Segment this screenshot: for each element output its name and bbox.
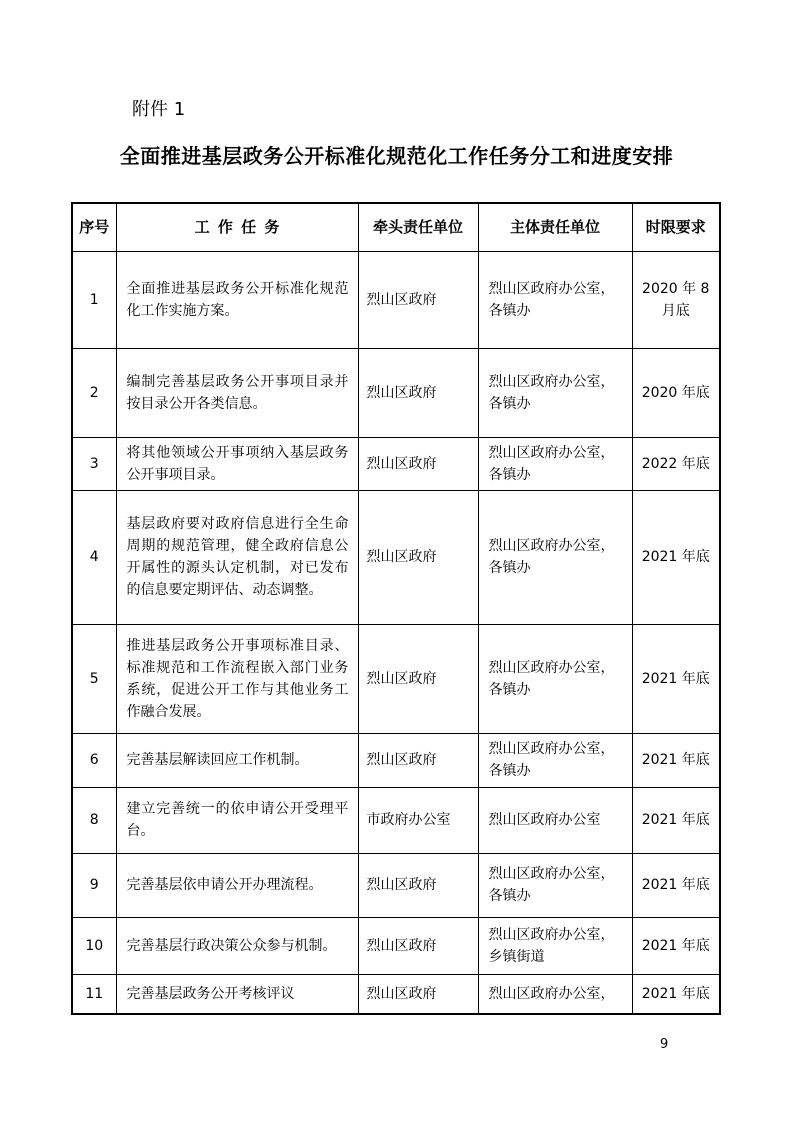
cell-serial-number: 9: [72, 853, 116, 917]
cell-lead-unit: 烈山区政府: [358, 917, 478, 974]
cell-task: 基层政府要对政府信息进行全生命周期的规范管理，健全政府信息公开属性的源头认定机制，对已发布的信息要定期评估、动态调整。: [116, 490, 358, 624]
cell-main-unit: 烈山区政府办公室，各镇办: [478, 251, 632, 348]
cell-serial-number: 1: [72, 251, 116, 348]
cell-deadline: 2021 年底: [632, 733, 720, 787]
cell-task: 完善基层行政决策公众参与机制。: [116, 917, 358, 974]
cell-deadline: 2021 年底: [632, 624, 720, 733]
cell-serial-number: 5: [72, 624, 116, 733]
cell-lead-unit: 烈山区政府: [358, 853, 478, 917]
table-row: [72, 917, 720, 974]
table-body: [72, 251, 720, 1014]
cell-main-unit: 烈山区政府办公室，各镇办: [478, 490, 632, 624]
cell-serial-number: 11: [72, 974, 116, 1014]
cell-main-unit: 烈山区政府办公室: [478, 787, 632, 853]
cell-deadline: 2020 年 8 月底: [632, 251, 720, 348]
cell-lead-unit: 烈山区政府: [358, 490, 478, 624]
cell-lead-unit: 烈山区政府: [358, 251, 478, 348]
header-deadline: 时限要求: [632, 203, 720, 251]
cell-task: 编制完善基层政务公开事项目录并按目录公开各类信息。: [116, 348, 358, 437]
cell-lead-unit: 烈山区政府: [358, 733, 478, 787]
cell-task: 完善基层解读回应工作机制。: [116, 733, 358, 787]
cell-deadline: 2020 年底: [632, 348, 720, 437]
cell-task: 全面推进基层政务公开标准化规范化工作实施方案。: [116, 251, 358, 348]
cell-lead-unit: 烈山区政府: [358, 624, 478, 733]
cell-main-unit: 烈山区政府办公室，各镇办: [478, 624, 632, 733]
cell-main-unit: 烈山区政府办公室，: [478, 974, 632, 1014]
cell-main-unit: 烈山区政府办公室，乡镇街道: [478, 917, 632, 974]
cell-task: 完善基层政务公开考核评议: [116, 974, 358, 1014]
table-row: [72, 490, 720, 624]
cell-serial-number: 3: [72, 437, 116, 490]
cell-task: 建立完善统一的依申请公开受理平台。: [116, 787, 358, 853]
cell-lead-unit: 市政府办公室: [358, 787, 478, 853]
table-row: [72, 853, 720, 917]
cell-deadline: 2022 年底: [632, 437, 720, 490]
header-lead-unit: 牵头责任单位: [358, 203, 478, 251]
table-row: [72, 974, 720, 1014]
document-title: 全面推进基层政务公开标准化规范化工作任务分工和进度安排: [119, 144, 674, 168]
cell-deadline: 2021 年底: [632, 917, 720, 974]
cell-deadline: 2021 年底: [632, 787, 720, 853]
table-header-row: [72, 203, 720, 251]
cell-deadline: 2021 年底: [632, 974, 720, 1014]
header-serial: 序号: [72, 203, 116, 251]
cell-main-unit: 烈山区政府办公室，各镇办: [478, 853, 632, 917]
task-table: [71, 202, 721, 1015]
header-task: 工作任务: [116, 203, 358, 251]
cell-main-unit: 烈山区政府办公室，各镇办: [478, 733, 632, 787]
cell-deadline: 2021 年底: [632, 853, 720, 917]
table-row: [72, 733, 720, 787]
cell-main-unit: 烈山区政府办公室，各镇办: [478, 348, 632, 437]
cell-serial-number: 6: [72, 733, 116, 787]
cell-serial-number: 2: [72, 348, 116, 437]
table-row: [72, 348, 720, 437]
cell-main-unit: 烈山区政府办公室，各镇办: [478, 437, 632, 490]
cell-lead-unit: 烈山区政府: [358, 437, 478, 490]
cell-lead-unit: 烈山区政府: [358, 348, 478, 437]
page-number: 9: [660, 1037, 669, 1052]
cell-task: 完善基层依申请公开办理流程。: [116, 853, 358, 917]
header-main-unit: 主体责任单位: [478, 203, 632, 251]
table-row: [72, 624, 720, 733]
attachment-label: 附件 1: [132, 99, 186, 120]
cell-lead-unit: 烈山区政府: [358, 974, 478, 1014]
cell-serial-number: 10: [72, 917, 116, 974]
cell-serial-number: 4: [72, 490, 116, 624]
cell-task: 推进基层政务公开事项标准目录、标准规范和工作流程嵌入部门业务系统，促进公开工作与其他业务工作融合发展。: [116, 624, 358, 733]
table-row: [72, 251, 720, 348]
table-row: [72, 437, 720, 490]
cell-serial-number: 8: [72, 787, 116, 853]
cell-deadline: 2021 年底: [632, 490, 720, 624]
cell-task: 将其他领域公开事项纳入基层政务公开事项目录。: [116, 437, 358, 490]
table-row: [72, 787, 720, 853]
